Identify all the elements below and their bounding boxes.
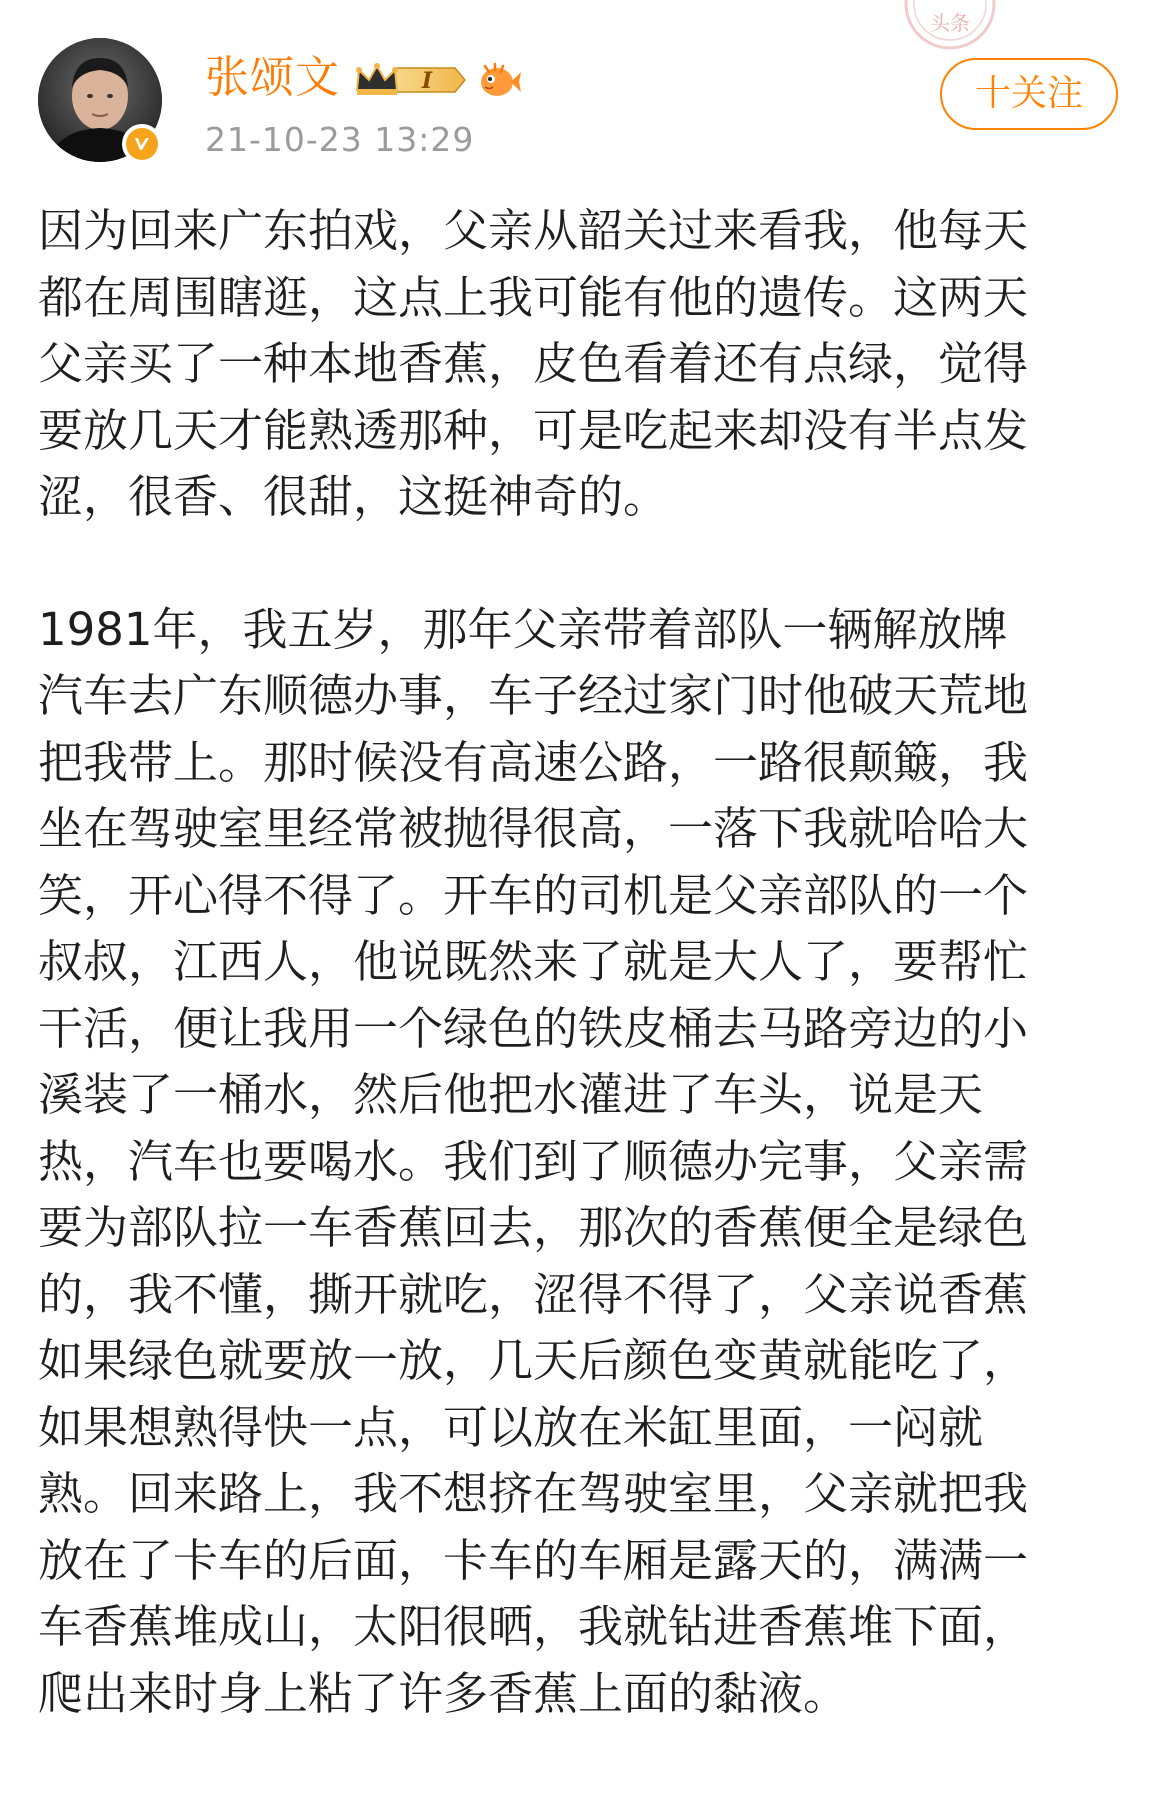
post-header xyxy=(0,0,1165,180)
vip-crown-badge-icon[interactable] xyxy=(355,60,467,100)
verified-badge-icon xyxy=(122,124,162,164)
follow-button[interactable]: 十关注 xyxy=(940,58,1118,130)
fish-badge-icon[interactable] xyxy=(475,60,523,100)
vip-level: I xyxy=(421,68,433,94)
stamp-seal-icon xyxy=(890,0,1000,56)
stamp-text: 头条 xyxy=(930,11,970,35)
post-content xyxy=(38,198,1130,1727)
post-timestamp: 21-10-23 13:29 xyxy=(205,120,475,159)
user-badges xyxy=(355,58,523,102)
post-paragraph: 1981年，我五岁，那年父亲带着部队一辆解放牌 汽车去广东顺德办事，车子经过家门时他破天荒地 把我带上。那时候没有高速公路，一路很颠簸，我 坐在驾驶室里经常被抛得很高，一落下我就哈哈大 笑，开心得不得了。开车的司机是父亲部队的一个 叔叔，江西人，他说既然来了就是大人了，要帮忙 干活，便让我用一个绿色的铁皮桶去马路旁边的小 溪装了一桶水，然后他把水灌进了车头，说是天 热，汽车也要喝水。我们到了顺德办完事，父亲需 要为部队拉一车香蕉回去，那次的香蕉便全是绿色 的，我不懂，撕开就吃，涩得不得了，父亲说香蕉 如果绿色就要放一放，几天后颜色变黄就能吃了， 如果想熟得快一点，可以放在米缸里面，一闷就 熟。回来路上，我不想挤在驾驶室里，父亲就把我 放在了卡车的后面，卡车的车厢是露天的，满满一 车香蕉堆成山，太阳很晒，我就钻进香蕉堆下面， 爬出来时身上粘了许多香蕉上面的黏液。 xyxy=(38,602,1029,1720)
author-name[interactable]: 张颂文 xyxy=(205,52,340,103)
post-paragraph: 因为回来广东拍戏，父亲从韶关过来看我，他每天 都在周围瞎逛，这点上我可能有他的遗传。这两天 父亲买了一种本地香蕉，皮色看着还有点绿，觉得 要放几天才能熟透那种，可是吃起来却没有半点发 涩，很香、很甜，这挺神奇的。 xyxy=(38,204,1029,523)
